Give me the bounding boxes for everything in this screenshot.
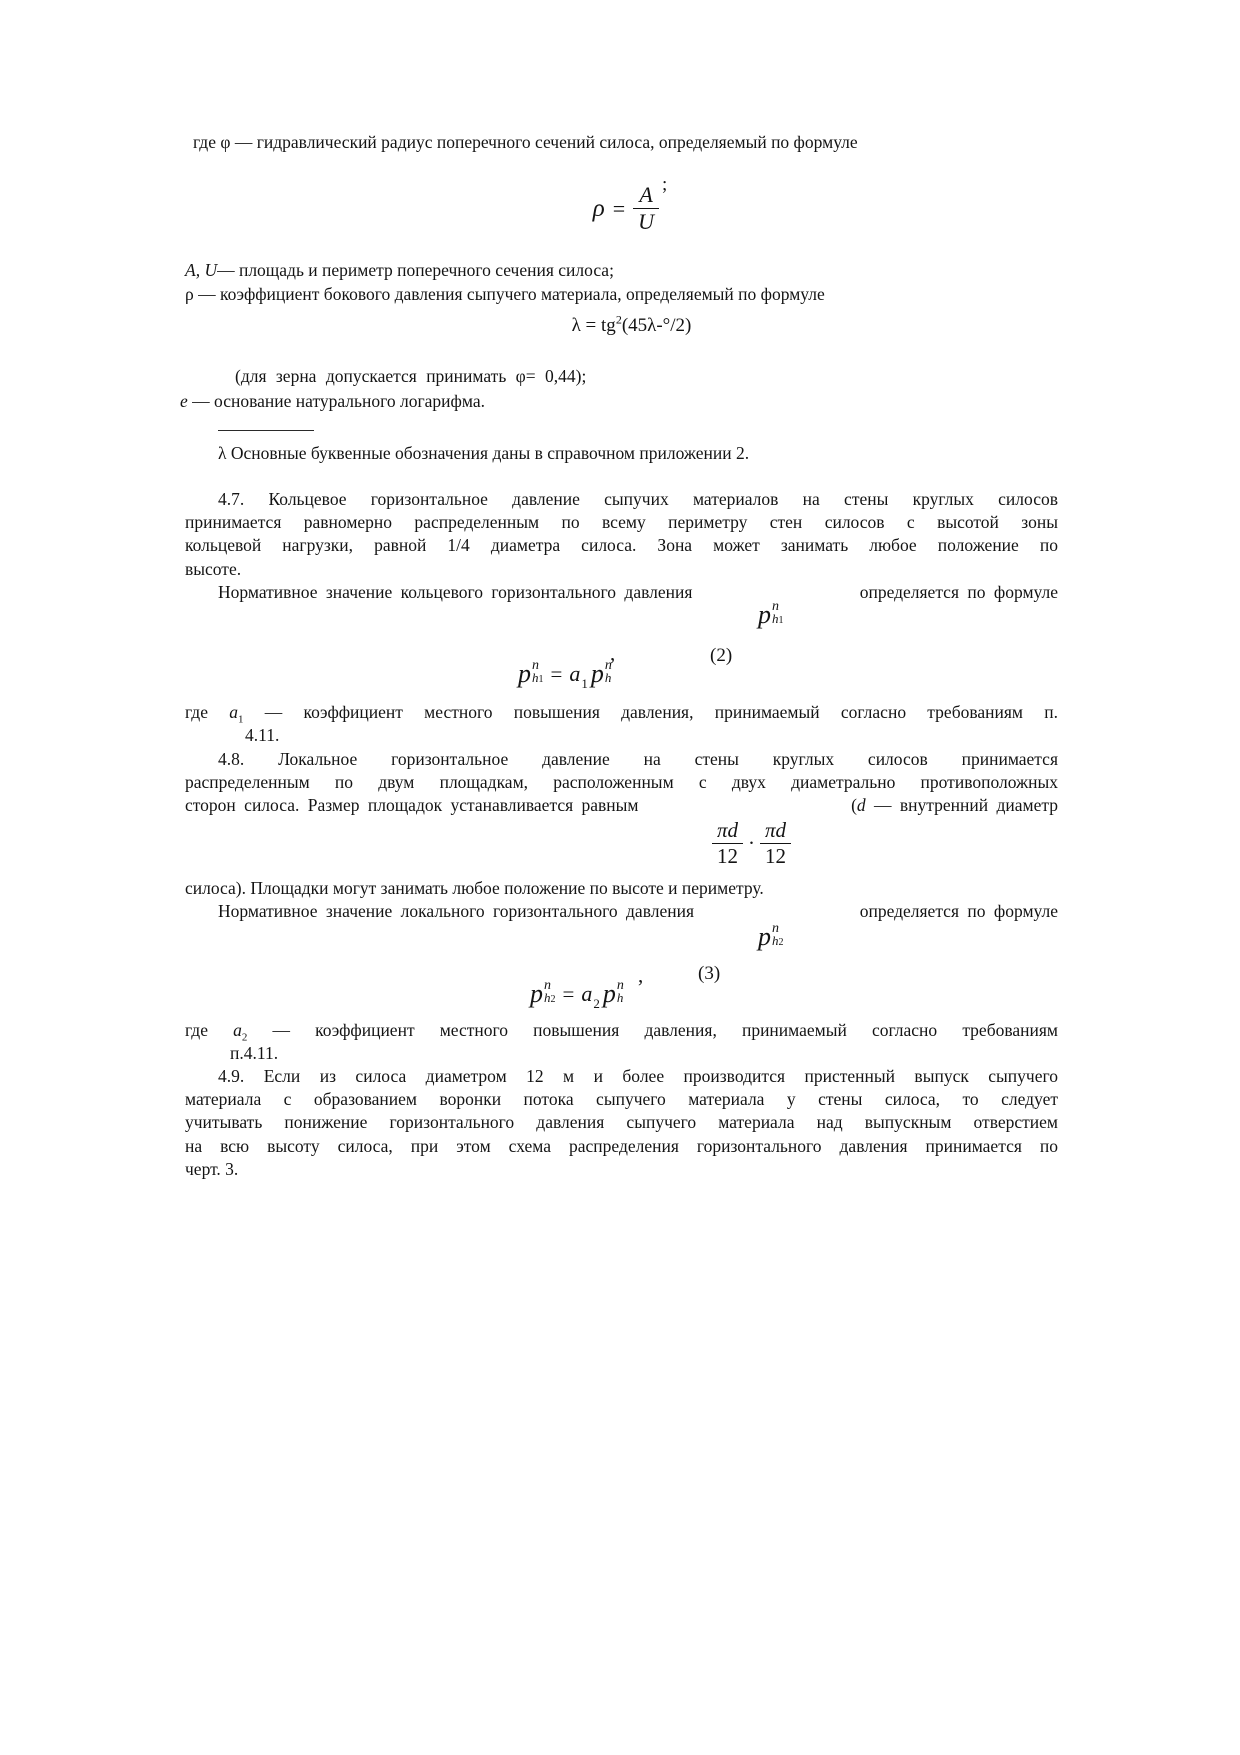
paragraph-line: кольцевой нагрузки, равной 1/4 диаметра силоса. Зона может занимать любое положение по [185, 535, 1058, 556]
equation-number-2: (2) [710, 645, 733, 666]
footnote-rule [218, 430, 314, 431]
where-a1-continuation: 4.11. [245, 725, 280, 746]
p-base: p [758, 922, 771, 951]
p-sup: n [604, 658, 612, 673]
paragraph-4-8 [185, 748, 1058, 818]
fraction-area-perimeter [633, 182, 659, 235]
a1-subscript: 1 [237, 713, 244, 726]
rho-definition-text: ρ — коэффициент бокового давления сыпучего материала, определяемый по формуле [185, 284, 825, 304]
p-sup: n [544, 978, 551, 993]
lambda-exponent: 2 [615, 313, 622, 327]
definition-rho [185, 283, 1058, 306]
lambda-post: (45λ-°/2) [621, 315, 692, 337]
paragraph-4-7 [185, 488, 1058, 581]
formula-pi-d [712, 818, 791, 869]
formula-rho-row [592, 173, 668, 235]
e-definition-text: — основание натурального логарифма. [187, 391, 485, 411]
inline-symbol-ph2 [758, 921, 784, 951]
paragraph-line: силоса). Площадки могут занимать любое положение по высоте и периметру. [185, 878, 764, 898]
fraction-denominator: 12 [717, 844, 739, 868]
line3-right-text: (d — внутренний диаметр [851, 795, 1058, 816]
p-sup: n [772, 921, 779, 936]
fraction-denominator: U [638, 209, 655, 234]
p-base: p [530, 979, 543, 1008]
coefficient-a2: a [581, 981, 593, 1006]
p-sup: n [616, 978, 624, 993]
au-definition-text: — площадь и периметр поперечного сечения силоса; [217, 260, 614, 280]
multiplication-dot: · [748, 830, 756, 855]
p-supsub [772, 601, 784, 627]
p-sup: n [532, 658, 539, 673]
formula-lambda-row [572, 315, 692, 336]
p-symbol [602, 978, 624, 1008]
fraction-denominator: 12 [765, 844, 787, 868]
line-gap-spacer [694, 900, 860, 923]
rho-symbol: ρ [592, 194, 605, 222]
equation-comma: , [638, 963, 644, 987]
p-symbol [758, 599, 784, 629]
equation-2-formula [518, 658, 612, 695]
intro-text: где φ — гидравлический радиус поперечного сечений силоса, определяемый по формуле [193, 132, 858, 152]
equals-sign: = [550, 662, 563, 686]
where-a2-continuation: п.4.11. [230, 1043, 279, 1064]
equation-3-block [185, 956, 1058, 1028]
paragraph-line: принимается равномерно распределенным по всему периметру стен силосов с высотой зоны [185, 512, 1058, 533]
paragraph-line: на всю высоту силоса, при этом схема распределения горизонтального давления принимается по [185, 1135, 1058, 1156]
paragraph-line: распределенным по двум площадкам, расположенным с двух диаметрально противоположных [185, 772, 1058, 793]
paragraph-4-8-line4 [185, 877, 1058, 900]
p-supsub [772, 923, 784, 949]
p-symbol [590, 658, 612, 688]
fraction-numerator: A [633, 182, 659, 209]
grain-note-text: (для зерна допускается принимать φ= 0,44); [235, 366, 587, 386]
line3-left-text: сторон силоса. Размер площадок устанавливается равным [185, 795, 639, 816]
equation-3-formula [530, 978, 624, 1015]
a2-subscript: 2 [241, 1031, 248, 1044]
definition-e [180, 390, 1053, 413]
p-base: p [602, 979, 616, 1008]
coefficient-a2-sub: 2 [593, 996, 600, 1011]
where-a2-line [185, 1019, 1058, 1042]
paragraph-line: черт. 3. [185, 1158, 239, 1179]
equation-number-3: (3) [698, 963, 721, 984]
p-supsub [532, 660, 544, 686]
inline-symbol-ph1 [758, 599, 784, 629]
footnote-body: Основные буквенные обозначения даны в справочном приложении 2. [226, 443, 750, 463]
d-symbol: d [856, 795, 866, 816]
p-sub: h1 [532, 670, 544, 685]
paragraph-4-8-line3 [185, 794, 1058, 817]
where-a1 [185, 701, 1058, 747]
p-sub: h2 [772, 933, 784, 948]
p-symbol [530, 978, 556, 1008]
footnote-marker: λ [218, 443, 227, 463]
a2-symbol: а [233, 1020, 242, 1040]
formula-hydraulic-radius [185, 173, 1058, 235]
where-a2-text: — коэффициент местного повышения давления, принимаемый согласно требованиям [247, 1020, 1058, 1040]
paragraph-line: высоте. [185, 558, 242, 579]
pi-d-fraction-1 [712, 818, 743, 869]
p-base: p [590, 659, 604, 688]
p-sub: h1 [772, 611, 784, 626]
norm-text-b: определяется по формуле [859, 901, 1058, 921]
definition-area-perimeter [185, 259, 1058, 282]
fraction-numerator: πd [712, 818, 743, 844]
intro-paragraph [185, 131, 1058, 154]
coefficient-a1-sub: 1 [581, 676, 588, 691]
coefficient-a1: a [569, 661, 581, 686]
p-supsub [544, 980, 556, 1006]
equation-comma: , [610, 641, 616, 665]
equals-sign: = [612, 195, 626, 221]
paragraph-line: 4.9. Если из силоса диаметром 12 м и более производится пристенный выпуск сыпучего [218, 1066, 1058, 1086]
formula-lambda [185, 309, 1058, 338]
e-symbol: e [180, 391, 188, 411]
p-base: p [518, 659, 531, 688]
paragraph-line: материала с образованием воронки потока сыпучего материала у стены силоса, то следует [185, 1089, 1058, 1110]
p-sup: n [772, 599, 779, 614]
where-a1-line [185, 701, 1058, 724]
norm-text-a: Нормативное значение локального горизонтального давления [218, 901, 695, 921]
p-supsub [617, 980, 624, 1004]
norm-pressure-line-2 [185, 900, 1058, 923]
where-word: где [185, 1020, 234, 1040]
paragraph-line: 4.8. Локальное горизонтальное давление на стены круглых силосов принимается [218, 749, 1058, 769]
semicolon: ; [662, 173, 668, 195]
paragraph-line: учитывать понижение горизонтального давления сыпучего материала над выпускным отверстием [185, 1112, 1058, 1133]
au-symbols: A, U [185, 260, 218, 280]
lambda-pre: λ = tg [571, 315, 616, 337]
norm-text-b: определяется по формуле [859, 582, 1058, 602]
grain-note [185, 365, 1058, 388]
paragraph-4-9 [185, 1065, 1058, 1181]
pi-d-fraction-2 [760, 818, 791, 869]
equals-sign: = [562, 982, 575, 1006]
p-sub: h [604, 670, 612, 685]
fraction-numerator: πd [760, 818, 791, 844]
footnote-text [185, 442, 1058, 465]
where-a2 [185, 1019, 1058, 1065]
p-symbol [518, 658, 544, 688]
p-sub: h2 [544, 990, 556, 1005]
p-supsub [605, 660, 612, 684]
p-symbol [758, 921, 784, 951]
a1-symbol: а [229, 702, 238, 722]
where-a1-text: — коэффициент местного повышения давления, принимаемый согласно требованиям п. [243, 702, 1058, 722]
equation-2-block [185, 638, 1058, 710]
paragraph-line: 4.7. Кольцевое горизонтальное давление сыпучих материалов на стены круглых силосов [218, 489, 1058, 509]
p-base: p [758, 600, 771, 629]
norm-text-a: Нормативное значение кольцевого горизонтального давления [218, 582, 693, 602]
p-sub: h [616, 990, 624, 1005]
line-gap-spacer [638, 794, 851, 817]
where-word: где [185, 702, 230, 722]
norm-pressure-line-1 [185, 581, 1058, 604]
